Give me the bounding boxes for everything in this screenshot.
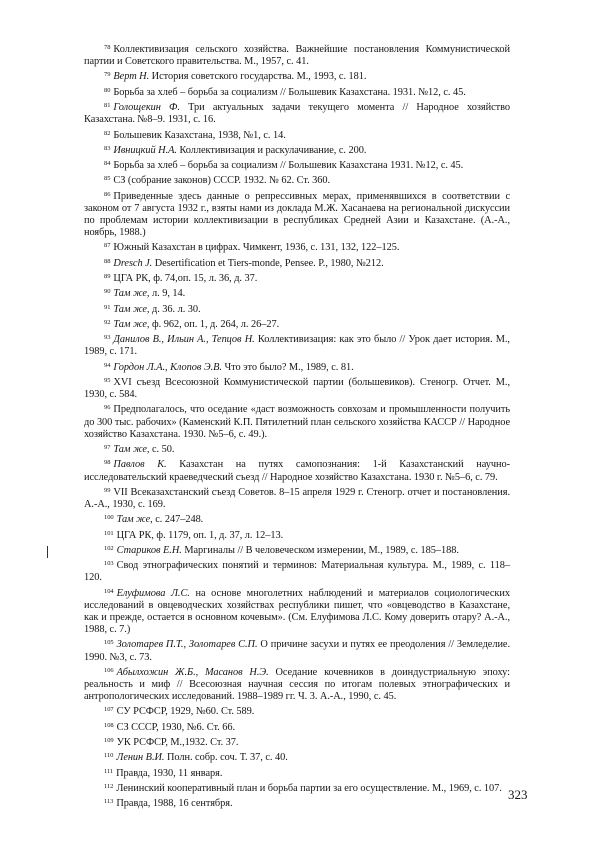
page-number: 323 (508, 787, 528, 802)
footnote-text: д. 36. л. 30. (152, 303, 201, 315)
footnote-text: СЗ СССР, 1930, №6. Ст. 66. (116, 721, 235, 733)
footnote (84, 189, 510, 240)
footnote (84, 543, 510, 557)
footnote-number: 98 (104, 459, 111, 467)
footnote-author: Там же, (113, 303, 150, 315)
footnote-text: Южный Казахстан в цифрах. Чимкент, 1936, с. 131, 132, 122–125. (113, 242, 400, 254)
footnote-author: Там же, (113, 444, 150, 456)
footnote (84, 442, 510, 456)
footnote (84, 332, 510, 358)
footnote-author: Ивницкий Н.А. (113, 144, 177, 156)
footnote-text: Большевик Казахстана, 1938, №1, с. 14. (113, 129, 286, 141)
footnote-number: 87 (104, 242, 111, 250)
footnote-number: 97 (104, 444, 111, 452)
footnote-number: 109 (104, 737, 114, 745)
footnote-text: СУ РСФСР, 1929, №60. Ст. 589. (116, 706, 255, 718)
footnote (84, 271, 510, 285)
footnote (84, 240, 510, 254)
footnote-text: Казахстан на путях самопознания: 1-й Казахстанский научно-исследовательский краеведческий съезд // Народное хозяйство Казахстана. 1930 г. №5–6, с. 79. (84, 459, 511, 483)
footnote-number: 86 (104, 190, 111, 198)
footnote-text: СЗ (собрание законов) СССР. 1932. № 62. Ст. 360. (113, 175, 331, 187)
footnote (84, 704, 510, 718)
footnote (84, 360, 510, 374)
footnote (84, 766, 510, 780)
footnote-text: Правда, 1930, 11 января. (116, 767, 223, 779)
footnote-author: Гордон Л.А., Клопов Э.В. (113, 361, 222, 373)
footnote (84, 528, 510, 542)
footnote (84, 558, 510, 584)
footnote-text: УК РСФСР, М.,1932. Ст. 37. (116, 737, 239, 749)
footnote (84, 85, 510, 99)
footnote-number: 84 (104, 160, 111, 168)
footnote-text: с. 50. (152, 444, 175, 456)
footnote-author: Елуфимова Л.С. (116, 587, 190, 599)
footnote-author: Там же, (116, 514, 153, 526)
footnote (84, 457, 510, 483)
footnote-number: 82 (104, 129, 111, 137)
footnote (84, 485, 510, 511)
footnote-number: 101 (104, 529, 114, 537)
footnote (84, 158, 510, 172)
footnote-number: 105 (104, 639, 114, 647)
footnote-number: 88 (104, 257, 111, 265)
footnote-number: 111 (104, 767, 114, 775)
footnote (84, 69, 510, 83)
footnote-number: 99 (104, 486, 111, 494)
footnote-text: Ленинский кооперативный план и борьба партии за его осуществление. М., 1969, с. 107. (116, 782, 502, 794)
footnote-text: л. 9, 14. (152, 288, 186, 300)
footnote-author: Голощекин Ф. (113, 102, 180, 114)
footnote (84, 512, 510, 526)
footnote (84, 781, 510, 795)
footnote-number: 107 (104, 706, 114, 714)
footnote-text: ф. 962, оп. 1, д. 264, л. 26–27. (152, 318, 280, 330)
footnote (84, 586, 510, 637)
footnote-text: Коллективизация сельского хозяйства. Важнейшие постановления Коммунистической партии и Советского правительства. М., 1957, с. 41. (84, 44, 510, 68)
footnote-number: 93 (104, 334, 111, 342)
footnote-author: Ленин В.И. (116, 752, 165, 764)
footnote-number: 89 (104, 273, 111, 281)
footnote (84, 637, 510, 663)
footnote-text: VII Всеказахстанский съезд Советов. 8–15 апреля 1929 г. Стеногр. отчет и постановления. А.-А., 1930, с. 169. (84, 486, 510, 510)
footnote (84, 286, 510, 300)
footnote-text: Свод этнографических понятий и терминов: Материальная культура. М., 1989, с. 118–120. (84, 560, 510, 584)
footnote-text: ЦГА РК, ф. 74,оп. 15, л. 36, д. 37. (113, 273, 258, 285)
footnote (84, 42, 510, 68)
footnote (84, 128, 510, 142)
footnote (84, 720, 510, 734)
footnote-author: Данилов В., Ильин А., Тепцов Н. (113, 334, 255, 346)
footnote-text: Борьба за хлеб – борьба за социализм // Большевик Казахстана 1931. №12, с. 45. (113, 160, 464, 172)
footnote-number: 103 (104, 560, 114, 568)
footnote-text: Коллективизация: как это было // Урок дает история. М., 1989, с. 171. (84, 334, 510, 358)
footnote-number: 90 (104, 288, 111, 296)
footnote (84, 302, 510, 316)
footnote-number: 104 (104, 587, 114, 595)
footnote-number: 95 (104, 376, 111, 384)
footnote-number: 113 (104, 798, 114, 806)
footnote (84, 375, 510, 401)
footnote-author: Там же, (113, 318, 150, 330)
footnote-text: Борьба за хлеб – борьба за социализм // Большевик Казахстана. 1931. №12, с. 45. (113, 86, 466, 98)
footnote-number: 94 (104, 361, 111, 369)
footnote-text: Предполагалось, что оседание «даст возможность совхозам и промышленности получить до 300 тыс. рабочих» (Каменский К.П. Пятилетний план сельского хозяйства КАССР // Народное хозяйство Казахстана. 1930. №5–6, с. 49.). (84, 404, 510, 440)
footnote (84, 735, 510, 749)
footnote (84, 750, 510, 764)
footnote-author: Павлов К. (113, 459, 167, 471)
footnote-text: Полн. собр. соч. Т. 37, с. 40. (166, 752, 288, 764)
footnote-text: О причине засухи и путях ее преодоления // Земледелие. 1990. №3, с. 73. (84, 639, 511, 663)
footnote (84, 317, 510, 331)
footnote-author: Абылхожин Ж.Б., Масанов Н.Э. (116, 666, 269, 678)
footnote (84, 100, 510, 126)
footnote (84, 256, 510, 270)
footnote (84, 173, 510, 187)
footnote-number: 106 (104, 666, 114, 674)
footnote-author: Там же, (113, 288, 150, 300)
footnote (84, 402, 510, 440)
footnote-author: Dresch J. (113, 257, 153, 269)
footnote-number: 83 (104, 144, 111, 152)
margin-mark (47, 546, 48, 558)
footnote-text: Правда, 1988, 16 сентября. (116, 798, 233, 810)
footnote-number: 78 (104, 44, 111, 51)
footnote-text: на основе многолетних наблюдений и материалов социологических исследований в овцеводческих хозяйствах республики пишет, что «овцеводство в Казахстане, как и прежде, остается в основном кочевым». (См. Елуфимова Л.С. Кому доверить отару? А.-А., 1988, с. 7.) (84, 587, 510, 636)
footnote-text: Что это было? М., 1989, с. 81. (224, 361, 354, 373)
footnote-author: Верт Н. (113, 71, 150, 83)
footnote-number: 110 (104, 752, 114, 760)
footnote (84, 796, 510, 810)
footnote-number: 91 (104, 303, 111, 311)
footnotes-list (84, 42, 510, 812)
footnote-text: ЦГА РК, ф. 1179, оп. 1, д. 37, л. 12–13. (116, 529, 284, 541)
footnote-number: 81 (104, 102, 111, 110)
footnote-number: 108 (104, 721, 114, 729)
footnote-text: Три актуальных задачи текущего момента // Народное хозяйство Казахстана. №8–9. 1931, с. 16. (84, 102, 511, 126)
footnote-number: 80 (104, 86, 111, 94)
footnote (84, 143, 510, 157)
footnote-number: 79 (104, 71, 111, 79)
footnote-text: История советского государства. М., 1993, с. 181. (151, 71, 367, 83)
footnote-number: 92 (104, 318, 111, 326)
footnote (84, 665, 510, 703)
footnote-number: 100 (104, 514, 114, 522)
footnote-text: Desertification et Tiers-monde, Pensee. P., 1980, №212. (154, 257, 384, 269)
footnote-author: Золотарев П.Т., Золотарев С.П. (116, 639, 258, 651)
footnote-text: Маргиналы // В человеческом измерении, М., 1989, с. 185–188. (184, 544, 459, 556)
footnote-author: Стариков Е.Н. (116, 544, 182, 556)
footnote-number: 102 (104, 544, 114, 552)
footnote-text: с. 247–248. (155, 514, 204, 526)
footnote-number: 112 (104, 782, 114, 790)
footnote-number: 96 (104, 404, 111, 412)
footnote-number: 85 (104, 175, 111, 183)
footnote-text: XVI съезд Всесоюзной Коммунистической партии (большевиков). Стеногр. Отчет. М., 1930, с. 584. (84, 376, 510, 401)
footnote-text: Оседание кочевников в доиндустриальную эпоху: реальность и миф // Всесоюзная научная сессия по итогам полевых этнографических и антропологических исследований. 1988–1989 гг. Ч. 3. А.-А., 1990, с. 45. (84, 666, 510, 703)
footnote-text: Приведенные здесь данные о репрессивных мерах, применявшихся в соответствии с законом от 7 августа 1932 г., взяты нами из доклада М.Ж. Хасанаева на региональной дискуссии по проблемам истории коллективизации в республиках Средней Азии и Казахстане. (А.-А., ноябрь, 1988.) (84, 190, 510, 239)
footnote-text: Коллективизация и раскулачивание, с. 200. (179, 144, 367, 156)
